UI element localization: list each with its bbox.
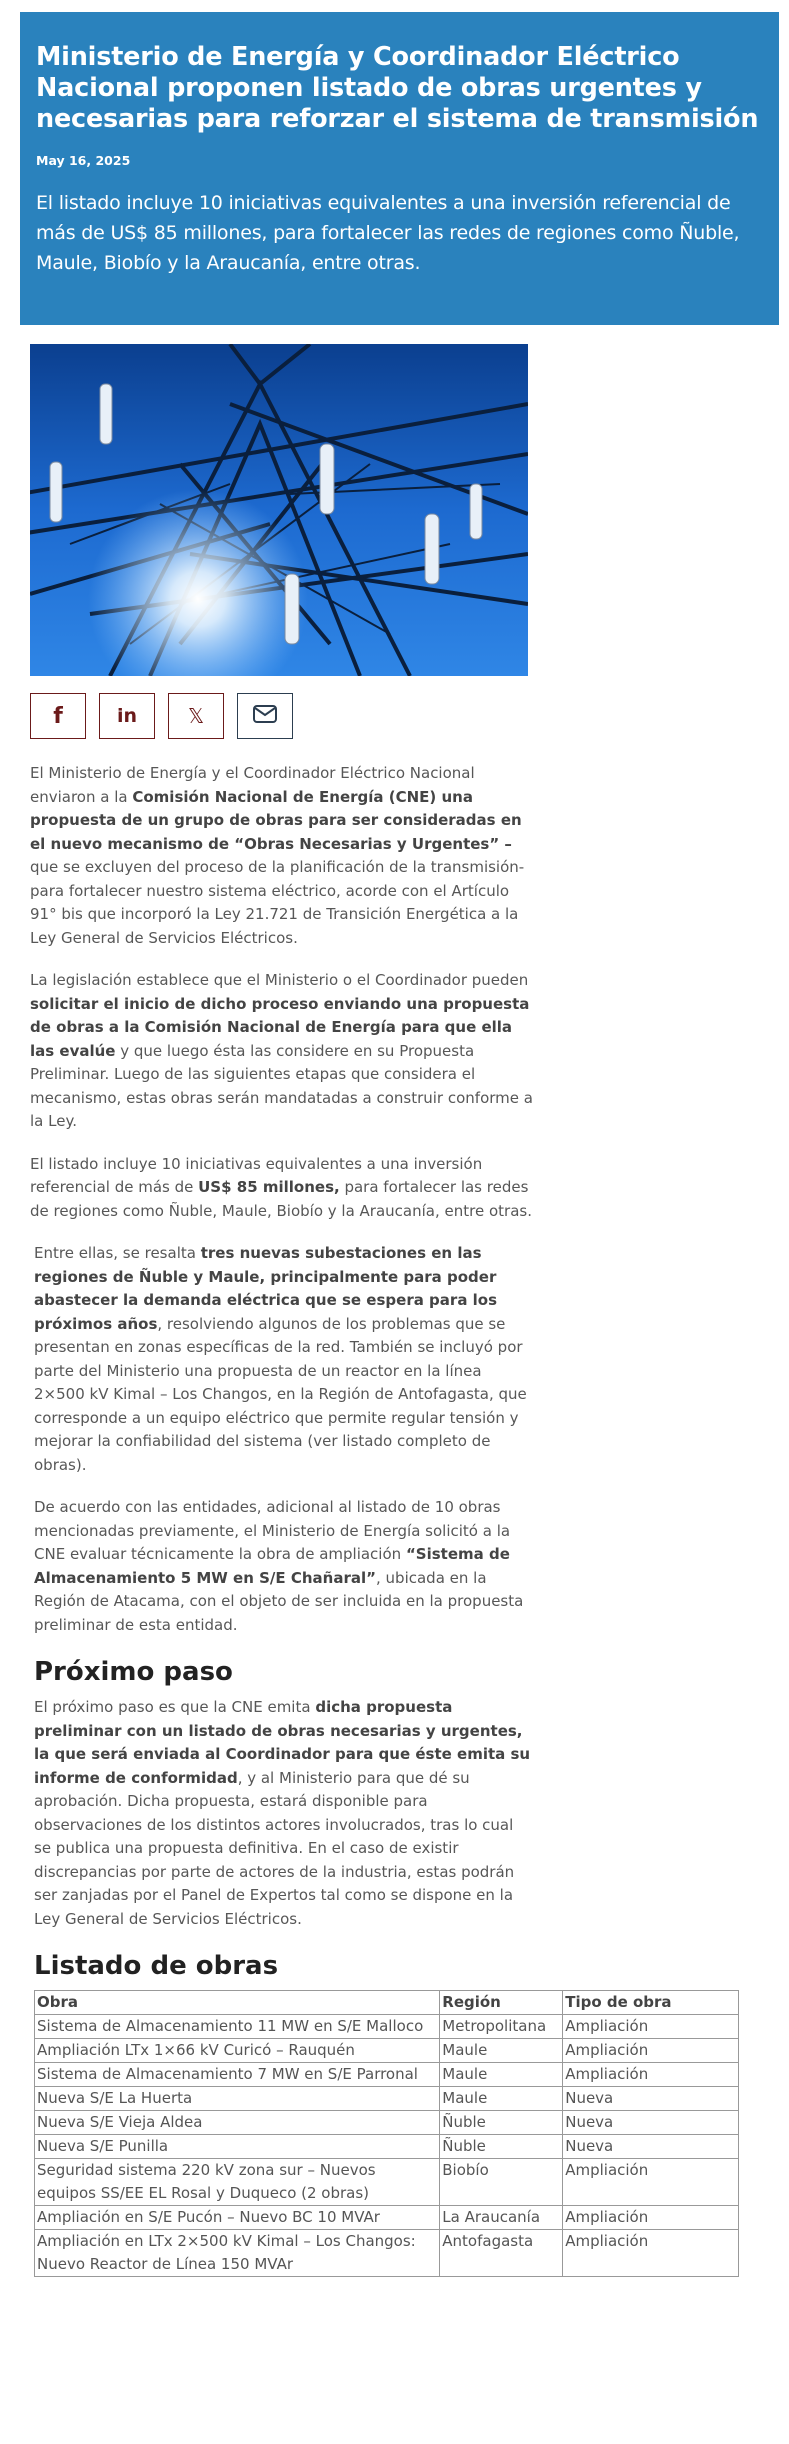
article-lead: El listado incluye 10 iniciativas equivalentes a una inversión referencial de más de US$ 85 millones, para fortalecer las redes de regiones como Ñuble, Maule, Biobío y la Araucanía, entre otras.: [36, 192, 740, 274]
section-heading-list: Listado de obras: [34, 1951, 279, 1981]
linkedin-icon: in: [116, 705, 138, 727]
table-cell: Ñuble: [440, 2111, 563, 2135]
column-header: Tipo de obra: [563, 1991, 739, 2015]
share-x-button[interactable]: [168, 693, 224, 739]
x-icon: 𝕏: [187, 704, 205, 728]
table-cell: Ampliación: [563, 2015, 739, 2039]
table-cell: Ampliación: [563, 2039, 739, 2063]
table-cell: Biobío: [440, 2159, 563, 2206]
table-row: [35, 2230, 739, 2277]
paragraph: El listado incluye 10 iniciativas equivalentes a una inversión referencial de más de US$ 85 millones, para fortalecer las redes de regiones como Ñuble, Maule, Biobío y la Araucanía, entre otras.: [30, 1154, 532, 1220]
share-bar: [30, 693, 293, 739]
table-row: [35, 2135, 739, 2159]
article-date: May 16, 2025: [36, 153, 131, 168]
table-cell: Ampliación LTx 1×66 kV Curicó – Rauquén: [35, 2039, 440, 2063]
table-cell: Sistema de Almacenamiento 11 MW en S/E Malloco: [35, 2015, 440, 2039]
table-cell: Maule: [440, 2063, 563, 2087]
table-row: [35, 2039, 739, 2063]
transmission-tower-photo: [30, 344, 528, 676]
table-row: [35, 2015, 739, 2039]
paragraph: De acuerdo con las entidades, adicional al listado de 10 obras mencionadas previamente, el Ministerio de Energía solicitó a la CNE evaluar técnicamente la obra de ampliación “Sistema de Almacenamiento 5 MW en S/E Chañaral”, ubicada en la Región de Atacama, con el objeto de ser incluida en la propuesta preliminar de esta entidad.: [34, 1498, 524, 1634]
table-cell: Sistema de Almacenamiento 7 MW en S/E Parronal: [35, 2063, 440, 2087]
section-heading-next-step: Próximo paso: [34, 1657, 233, 1687]
table-cell: Ampliación: [563, 2206, 739, 2230]
paragraph: La legislación establece que el Ministerio o el Coordinador pueden solicitar el inicio de dicho proceso enviando una propuesta de obras a la Comisión Nacional de Energía para que ella las evalúe y que luego ésta las considere en su Propuesta Preliminar. Luego de las siguientes etapas que considera el mecanismo, estas obras serán mandatadas a construir conforme a la Ley.: [30, 971, 533, 1130]
table-row: [35, 2063, 739, 2087]
paragraph: Entre ellas, se resalta tres nuevas subestaciones en las regiones de Ñuble y Maule, principalmente para poder abastecer la demanda eléctrica que se espera para los próximos años, resolviendo algunos de los problemas que se presentan en zonas específicas de la red. También se incluyó por parte del Ministerio una propuesta de un reactor en la línea 2×500 kV Kimal – Los Changos, en la Región de Antofagasta, que corresponde a un equipo eléctrico que permite regular tensión y mejorar la confiabilidad del sistema (ver listado completo de obras).: [34, 1244, 527, 1474]
article-header: [20, 12, 779, 325]
table-cell: Maule: [440, 2087, 563, 2111]
table-cell: Ampliación: [563, 2159, 739, 2206]
article-body: [30, 762, 672, 2277]
column-header: Obra: [35, 1991, 440, 2015]
paragraph: El Ministerio de Energía y el Coordinador Eléctrico Nacional enviaron a la Comisión Nacional de Energía (CNE) una propuesta de un grupo de obras para ser consideradas en el nuevo mecanismo de “Obras Necesarias y Urgentes” –que se excluyen del proceso de la planificación de la transmisión- para fortalecer nuestro sistema eléctrico, acorde con el Artículo 91° bis que incorporó la Ley 21.721 de Transición Energética a la Ley General de Servicios Eléctricos.: [30, 764, 525, 947]
table-row: [35, 2111, 739, 2135]
table-cell: Maule: [440, 2039, 563, 2063]
table-cell: Metropolitana: [440, 2015, 563, 2039]
table-cell: Nueva: [563, 2135, 739, 2159]
table-cell: Ñuble: [440, 2135, 563, 2159]
works-table: [34, 1990, 739, 2277]
table-cell: Nueva: [563, 2087, 739, 2111]
table-cell: Ampliación en S/E Pucón – Nuevo BC 10 MVAr: [35, 2206, 440, 2230]
table-cell: Nueva: [563, 2111, 739, 2135]
table-cell: Ampliación en LTx 2×500 kV Kimal – Los Changos: Nuevo Reactor de Línea 150 MVAr: [35, 2230, 440, 2277]
table-cell: Seguridad sistema 220 kV zona sur – Nuevos equipos SS/EE EL Rosal y Duqueco (2 obras): [35, 2159, 440, 2206]
table-cell: Nueva S/E Vieja Aldea: [35, 2111, 440, 2135]
column-header: Región: [440, 1991, 563, 2015]
facebook-icon: f: [53, 703, 63, 729]
paragraph: El próximo paso es que la CNE emita dicha propuesta preliminar con un listado de obras necesarias y urgentes, la que será enviada al Coordinador para que éste emita su informe de conformidad, y al Ministerio para que dé su aprobación. Dicha propuesta, estará disponible para observaciones de los distintos actores involucrados, tras lo cual se publica una propuesta definitiva. En el caso de existir discrepancias por parte de actores de la industria, estas podrán ser zanjadas por el Panel de Expertos tal como se dispone en la Ley General de Servicios Eléctricos.: [34, 1698, 531, 1928]
table-row: [35, 2206, 739, 2230]
table-cell: Nueva S/E Punilla: [35, 2135, 440, 2159]
table-row: [35, 2159, 739, 2206]
table-cell: Antofagasta: [440, 2230, 563, 2277]
envelope-icon: [253, 705, 277, 727]
table-cell: Nueva S/E La Huerta: [35, 2087, 440, 2111]
table-cell: Ampliación: [563, 2230, 739, 2277]
table-row: [35, 2087, 739, 2111]
table-cell: Ampliación: [563, 2063, 739, 2087]
table-cell: La Araucanía: [440, 2206, 563, 2230]
table-header-row: [35, 1991, 739, 2015]
article-title: Ministerio de Energía y Coordinador Eléctrico Nacional proponen listado de obras urgentes y necesarias para reforzar el sistema de transmisión: [36, 42, 759, 134]
share-facebook-button[interactable]: [30, 693, 86, 739]
share-email-button[interactable]: [237, 693, 293, 739]
share-linkedin-button[interactable]: [99, 693, 155, 739]
